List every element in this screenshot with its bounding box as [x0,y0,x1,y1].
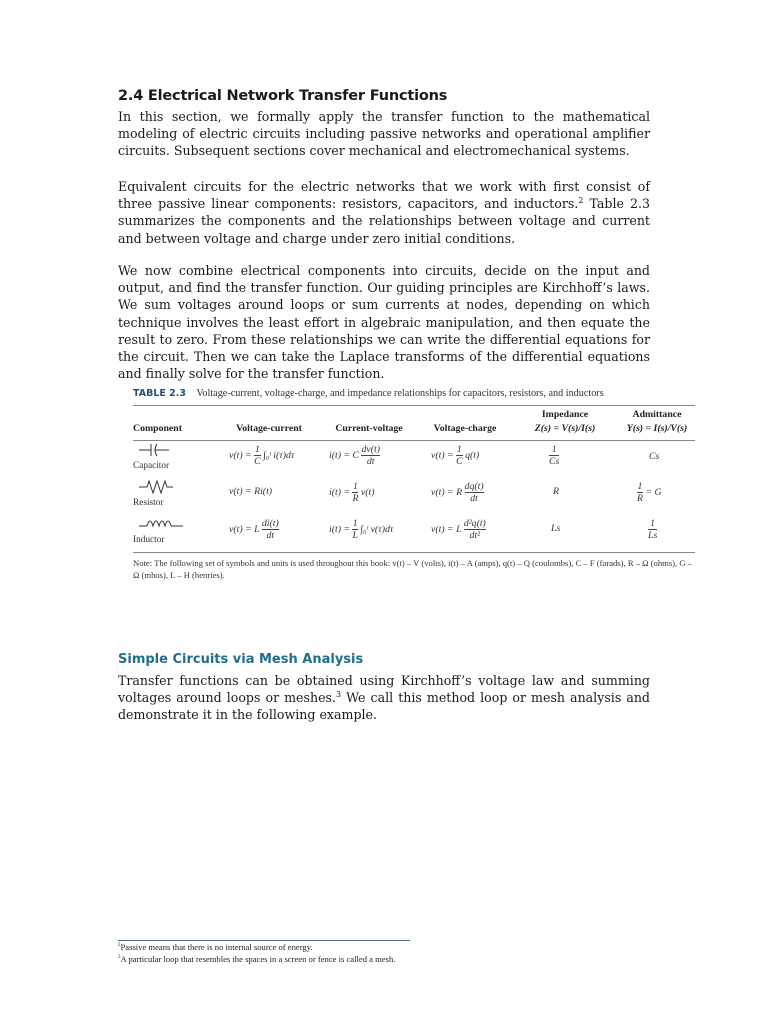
capacitor-voltage-charge [431,444,479,467]
footnote-rule [118,940,410,941]
table-row-resistor [133,478,695,515]
eq-numerator: 1 [637,481,643,492]
eq-numerator: 1 [254,444,260,455]
eq-fraction [465,481,484,504]
eq-denominator: dt² [464,529,486,541]
eq-fraction [637,481,643,504]
eq-fraction [254,444,261,467]
eq-denominator: dt [262,529,279,541]
capacitor-impedance [549,444,559,467]
footnote-text: Passive means that there is no internal source of energy. [120,942,313,952]
header-component: Component [133,423,182,434]
mesh-paragraph-text: Transfer functions can be obtained using Kirchhoff’s voltage law and summing voltages around loops or meshes. [118,673,650,706]
component-name-resistor: Resistor [133,498,164,508]
eq-rest: = G [645,486,662,498]
eq-lhs: i(t) = [329,486,351,498]
resistor-current-voltage [329,481,375,504]
component-name-inductor: Inductor [133,535,165,545]
footnote-3 [118,954,395,964]
table-caption [133,388,695,399]
table-2-3 [133,388,695,582]
header-impedance-title: Impedance [541,409,589,420]
eq-denominator: dt [361,455,380,467]
eq-lhs: v(t) = [431,449,454,461]
table-row-capacitor [133,441,695,478]
eq-fraction [464,518,486,541]
header-current-voltage: Current-voltage [335,423,403,434]
eq-numerator: dv(t) [361,444,380,455]
eq-denominator: R [352,493,359,504]
eq-fraction [456,444,463,467]
header-impedance-formula: Z(s) = V(s)/I(s) [534,423,596,434]
table-bottom-rule [133,552,695,553]
component-name-capacitor: Capacitor [133,461,170,471]
header-admittance-formula: Y(s) = I(s)/V(s) [626,423,688,434]
eq-denominator: C [254,456,261,467]
resistor-voltage-current: v(t) = Ri(t) [229,486,273,497]
eq-fraction [549,444,559,467]
resistor-voltage-charge [431,481,484,504]
section-title: 2.4 Electrical Network Transfer Functions [118,88,448,104]
resistor-impedance: R [553,486,559,497]
eq-lhs: v(t) = [229,449,252,461]
resistor-admittance [637,481,662,504]
inductor-voltage-charge [431,518,486,541]
eq-numerator: d²q(t) [463,518,486,529]
eq-fraction [262,518,279,541]
eq-numerator: 1 [353,481,358,492]
table-row-inductor [133,515,695,552]
eq-numerator: 1 [551,444,557,455]
eq-rest: q(t) [465,449,480,461]
footnote-text: A particular loop that resembles the spaces in a screen or fence is called a mesh. [120,954,396,964]
mesh-analysis-paragraph [118,672,650,724]
eq-lhs: i(t) = C [329,449,360,461]
subsection-title: Simple Circuits via Mesh Analysis [118,652,364,667]
table-note: Note: The following set of symbols and units is used throughout this book: v(t) – V (volts), i(t) – A (amps), q(t) – Q (coulombs), C – F (farads), R – Ω (ohms), G – Ω (mhos), L – H (henries). [133,558,692,581]
eq-lhs: i(t) = [329,523,351,535]
eq-rest: ∫₀ᵗ i(τ)dτ [263,449,295,461]
table-header [133,406,695,440]
footnote-marker: 2 [118,943,121,949]
eq-rest: ∫₀ᵗ v(τ)dτ [360,523,394,535]
eq-lhs: v(t) = L [431,523,462,535]
intro-paragraph: In this section, we formally apply the transfer function to the mathematical modeling of electric circuits including passive networks and operational amplifier circuits. Subsequent sections cover mechanical and electromechanical systems. [118,109,650,159]
footnote-ref-3[interactable]: 3 [336,690,342,700]
eq-numerator: dq(t) [464,481,484,492]
eq-fraction [361,444,380,467]
components-paragraph-text-cont: Table 2.3 summarizes the components and the relationships between voltage and current and between voltage and charge under zero initial conditions. [118,196,650,246]
header-voltage-current: Voltage-current [236,423,302,434]
mesh-paragraph-text-cont: We call this method loop or mesh analysis and demonstrate it in the following example. [118,690,650,723]
capacitor-voltage-current [229,444,294,467]
eq-numerator: 1 [650,518,656,529]
footnote-ref-2[interactable]: 2 [578,196,584,206]
inductor-impedance: Ls [551,523,561,534]
header-admittance-title: Admittance [632,409,682,420]
inductor-current-voltage [329,518,393,541]
header-voltage-charge: Voltage-charge [433,423,497,434]
eq-fraction [648,518,657,541]
table-number: TABLE 2.3 [133,388,187,399]
eq-denominator: dt [465,492,484,504]
eq-numerator: di(t) [261,518,279,529]
eq-denominator: C [456,456,463,467]
capacitor-icon [139,443,169,457]
eq-denominator: R [637,493,643,504]
eq-lhs: v(t) = L [229,523,260,535]
inductor-voltage-current [229,518,279,541]
inductor-icon [139,517,183,531]
components-paragraph-text: Equivalent circuits for the electric networks that we work with first consist of three passive linear components: resistors, capacitors, and inductors. [118,179,650,212]
capacitor-current-voltage [329,444,380,467]
eq-fraction [352,481,358,504]
eq-numerator: 1 [352,518,358,529]
eq-numerator: 1 [456,444,462,455]
footnote-2 [118,942,313,952]
eq-fraction [352,518,357,541]
kirchhoff-paragraph: We now combine electrical components into circuits, decide on the input and output, and find the transfer function. Our guiding principles are Kirchhoff’s laws. We sum voltages around loops or sum currents at nodes, depending on which technique involves the least effort in algebraic manipulation, and then equate the result to zero. From these relationships we can write the differential equations for the circuit. Then we can take the Laplace transforms of the differential equations and finally solve for the transfer function. [118,263,650,382]
eq-denominator: Ls [648,530,658,541]
eq-lhs: v(t) = R [431,486,463,498]
eq-denominator: Cs [549,456,560,467]
eq-rest: v(t) [360,486,375,498]
eq-denominator: L [352,530,358,541]
capacitor-admittance: Cs [649,451,660,462]
table-caption-text: Voltage-current, voltage-charge, and impedance relationships for capacitors, resistors, and inductors [196,388,604,399]
resistor-icon [139,480,173,494]
inductor-admittance [648,518,657,541]
components-paragraph [118,178,650,247]
footnote-marker: 3 [118,955,121,961]
